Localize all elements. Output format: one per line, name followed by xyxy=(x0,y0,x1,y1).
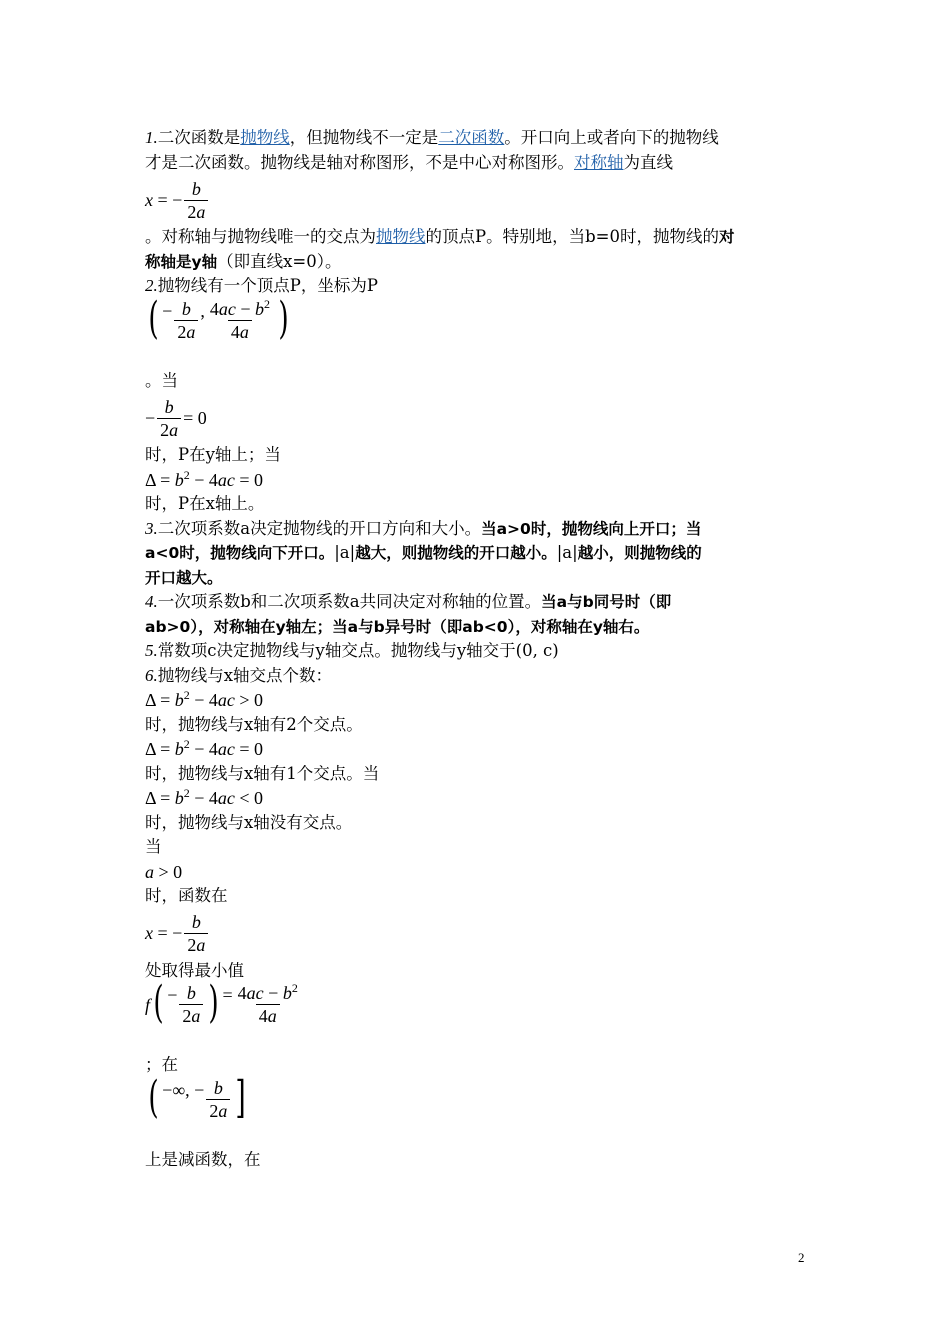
formula-decreasing-interval: ( −∞, − $\frac{b}{2a}$ ] xyxy=(148,1071,247,1123)
bold-text: 当a与b同号时（即 xyxy=(541,593,672,611)
item-1-number: 1. xyxy=(145,128,158,147)
item-6-line-7 xyxy=(145,959,810,984)
text: 二次项系数a决定抛物线的开口方向和大小。 xyxy=(157,518,482,538)
bold-text: 对 xyxy=(719,228,735,246)
item-6-line-5 xyxy=(145,835,810,860)
text: 时，抛物线与x轴有2个交点。 xyxy=(145,714,363,734)
text: |a| xyxy=(556,543,578,562)
item-3-number: 3. xyxy=(145,518,158,538)
formula-delta-negative: $\Delta = b^2 - 4ac < 0$ xyxy=(145,786,264,808)
formula-delta-zero: $\Delta = b^2 - 4ac = 0$ xyxy=(145,467,264,490)
formula-delta-zero-2: $\Delta = b^2 - 4ac = 0$ xyxy=(145,737,264,759)
item-6-number: 6. xyxy=(145,665,158,685)
item-6-line-4 xyxy=(145,811,810,836)
text: |a| xyxy=(334,543,356,562)
item-4-number: 4. xyxy=(145,592,158,611)
text: 时，函数在 xyxy=(145,886,228,905)
item-4-line-2 xyxy=(145,615,810,640)
text: 时，抛物线与x轴没有交点。 xyxy=(145,812,353,832)
link-quadratic-function[interactable]: 二次函数 xyxy=(438,128,505,147)
text: 的顶点P。特别地，当b=0时，抛物线的 xyxy=(425,227,719,246)
text: ；在 xyxy=(145,1055,178,1074)
item-6-line-2 xyxy=(145,713,810,738)
item-3-line-1 xyxy=(145,517,810,542)
link-axis-of-symmetry[interactable]: 对称轴 xyxy=(574,152,624,172)
item-3-line-2 xyxy=(145,541,810,566)
text: 抛物线与x轴交点个数： xyxy=(157,665,333,685)
item-6-line-3 xyxy=(145,762,810,787)
item-2-line-1 xyxy=(145,274,810,299)
formula-neg-b-over-2a-zero: − $\frac{b}{2a}$ = 0 xyxy=(145,396,207,440)
formula-axis-x-2: x = − $\frac{b}{2a}$ xyxy=(145,909,810,959)
bold-text: 当a>0时，抛物线向上开口；当 xyxy=(481,519,702,538)
bold-text: a<0时，抛物线向下开口。 xyxy=(145,544,335,562)
text: 时，P在x轴上。 xyxy=(145,494,265,513)
formula-axis-x: x = − $\frac{b}{2a}$ xyxy=(145,175,810,225)
item-2-line-2 xyxy=(145,369,810,394)
link-parabola-2[interactable]: 抛物线 xyxy=(376,227,426,246)
item-5-line-1 xyxy=(145,639,810,664)
text: ，但抛物线不一定是 xyxy=(289,128,439,147)
item-6-line-1 xyxy=(145,664,810,689)
text: 一次项系数b和二次项系数a共同决定对称轴的位置。 xyxy=(157,592,542,611)
text: 常数项c决定抛物线与y轴交点。抛物线与y轴交于(0, c) xyxy=(157,641,559,660)
bold-text: 称轴是y轴 xyxy=(145,252,218,271)
text: 处取得最小值 xyxy=(145,960,244,980)
item-4-line-1 xyxy=(145,590,810,615)
link-parabola[interactable]: 抛物线 xyxy=(240,128,290,147)
text: 。开口向上或者向下的抛物线 xyxy=(504,128,719,147)
text: 当 xyxy=(145,837,162,856)
item-2-line-3 xyxy=(145,443,810,468)
item-1-line-3 xyxy=(145,225,810,250)
item-2-number: 2. xyxy=(145,276,158,295)
text: 。当 xyxy=(145,370,178,390)
bold-text: 开口越大。 xyxy=(145,568,223,587)
item-5-number: 5. xyxy=(145,641,158,660)
item-6-line-9 xyxy=(145,1148,810,1173)
page-number: 2 xyxy=(798,1250,805,1265)
formula-delta-positive: $\Delta = b^2 - 4ac > 0$ xyxy=(145,688,264,710)
text: 为直线 xyxy=(623,152,673,172)
item-1-line-1 xyxy=(145,126,810,151)
item-1-line-4 xyxy=(145,250,810,275)
item-3-line-3 xyxy=(145,566,810,591)
item-2-line-4 xyxy=(145,492,810,517)
text: 时，抛物线与x轴有1个交点。当 xyxy=(145,763,380,783)
text: 二次函数是 xyxy=(157,128,241,147)
document-body xyxy=(145,126,810,1172)
text: 时，P在y轴上；当 xyxy=(145,445,281,464)
text: （即直线x=0）。 xyxy=(217,251,342,271)
text: 才是二次函数。抛物线是轴对称图形，不是中心对称图形。 xyxy=(145,152,574,172)
bold-text: 越小，则抛物线的 xyxy=(577,544,702,562)
bold-text: 越大，则抛物线的开口越小。 xyxy=(355,544,557,562)
formula-a-positive: a > 0 xyxy=(145,861,183,882)
text: 上是减函数，在 xyxy=(145,1149,261,1169)
text: 。对称轴与抛物线唯一的交点为 xyxy=(145,227,376,246)
formula-vertex: ( − $\frac{b}{2a}$ , $\frac{4ac - b^2}{4a}$ ) xyxy=(148,292,289,344)
bold-text: ab>0），对称轴在y轴左；当a与b异号时（即ab<0），对称轴在y轴右。 xyxy=(145,617,650,636)
item-6-line-6 xyxy=(145,884,810,909)
text: 抛物线有一个顶点P，坐标为P xyxy=(157,276,378,295)
item-1-line-2 xyxy=(145,151,810,176)
formula-minimum-value: f ( − $\frac{b}{2a}$ ) = $\frac{4ac - b^2}{4a}$ xyxy=(145,977,298,1028)
